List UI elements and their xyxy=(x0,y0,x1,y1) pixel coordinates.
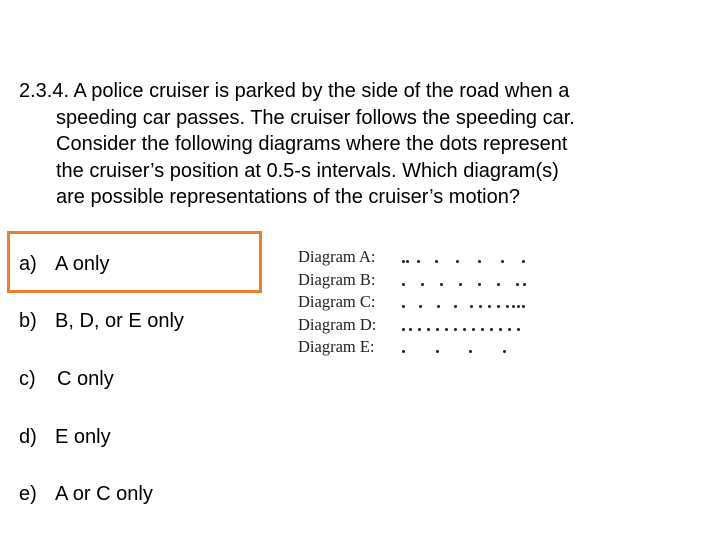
diagram-label: Diagram A: xyxy=(298,247,376,266)
position-dot xyxy=(418,328,421,331)
position-dot xyxy=(488,305,491,308)
position-dot xyxy=(497,283,500,286)
diagram-label: Diagram E: xyxy=(298,337,375,356)
position-dot xyxy=(478,283,481,286)
option-c[interactable] xyxy=(19,367,114,391)
position-dot xyxy=(506,305,509,308)
position-dot xyxy=(402,260,405,263)
diagram-label: Diagram B: xyxy=(298,269,376,289)
diagram-label: Diagram C: xyxy=(298,292,376,311)
position-dot xyxy=(427,328,430,331)
option-letter: c) xyxy=(19,368,36,390)
position-dot xyxy=(454,328,457,331)
option-letter: e) xyxy=(19,483,37,505)
position-dot xyxy=(470,305,473,308)
position-dot xyxy=(445,328,448,331)
position-dot xyxy=(419,305,422,308)
option-label: A or C only xyxy=(55,483,153,505)
position-dot xyxy=(508,328,511,331)
diagram-label: Diagram D: xyxy=(298,314,377,334)
position-dot xyxy=(522,305,525,308)
position-dot xyxy=(402,350,405,353)
diagram-row-a xyxy=(298,247,538,270)
option-letter: b) xyxy=(19,310,37,332)
question-line: 2.3.4. A police cruiser is parked by the side of the road when a xyxy=(19,80,570,102)
position-dot xyxy=(478,260,481,263)
diagram-row-c xyxy=(298,292,538,315)
option-e[interactable] xyxy=(19,482,153,506)
diagram-row-b xyxy=(298,270,538,293)
position-dot xyxy=(523,283,526,286)
option-a[interactable] xyxy=(19,252,109,276)
position-dot xyxy=(499,328,502,331)
position-dot xyxy=(454,305,457,308)
option-label: C only xyxy=(57,368,114,390)
option-d[interactable] xyxy=(19,425,111,449)
position-dot xyxy=(402,283,405,286)
position-dot xyxy=(409,328,412,331)
question-line: speeding car passes. The cruiser follows the speeding car. xyxy=(56,106,575,129)
question-line: Consider the following diagrams where the dots represent xyxy=(56,133,568,155)
option-letter: d) xyxy=(19,426,37,448)
option-label: E only xyxy=(55,426,111,448)
position-dot xyxy=(517,328,520,331)
position-dot xyxy=(417,260,420,263)
position-dot xyxy=(402,305,405,308)
position-dot xyxy=(440,283,443,286)
question-text xyxy=(19,78,699,211)
position-dot xyxy=(469,350,472,353)
position-dot xyxy=(490,328,493,331)
position-dot xyxy=(435,260,438,263)
position-dot xyxy=(406,260,409,263)
position-dot xyxy=(456,260,459,263)
position-dot xyxy=(459,283,462,286)
position-dot xyxy=(512,305,515,308)
diagram-row-d xyxy=(298,315,538,338)
position-dot xyxy=(503,350,506,353)
position-dot xyxy=(402,328,405,331)
position-dot xyxy=(472,328,475,331)
position-dot xyxy=(437,305,440,308)
option-letter: a) xyxy=(19,253,37,275)
option-b[interactable] xyxy=(19,309,184,333)
position-dot xyxy=(501,260,504,263)
motion-diagrams xyxy=(298,247,538,360)
position-dot xyxy=(481,328,484,331)
question-line: are possible representations of the cruiser’s motion? xyxy=(56,186,520,208)
position-dot xyxy=(522,260,525,263)
position-dot xyxy=(463,328,466,331)
position-dot xyxy=(421,283,424,286)
question-line: the cruiser’s position at 0.5-s intervals. Which diagram(s) xyxy=(56,159,559,182)
position-dot xyxy=(497,305,500,308)
position-dot xyxy=(479,305,482,308)
position-dot xyxy=(436,350,439,353)
position-dot xyxy=(517,305,520,308)
option-label: A only xyxy=(55,253,110,275)
diagram-row-e xyxy=(298,337,538,360)
option-label: B, D, or E only xyxy=(55,310,184,332)
position-dot xyxy=(516,283,519,286)
position-dot xyxy=(436,328,439,331)
